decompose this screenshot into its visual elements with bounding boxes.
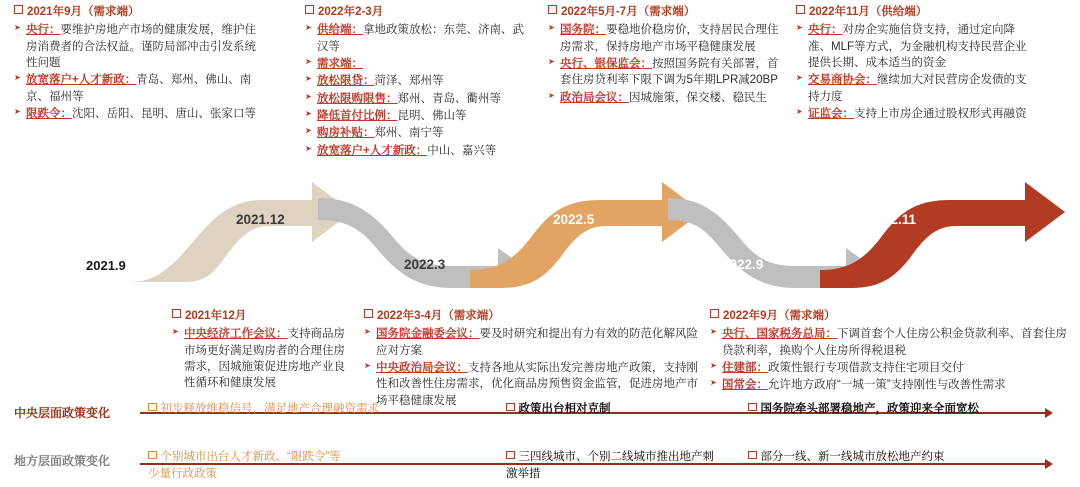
- square-bullet-icon: [148, 403, 157, 412]
- list-item: ➤ 限跌令：沈阳、岳阳、昆明、唐山、张家口等: [14, 106, 262, 122]
- local-item-3: 部分一线、新一线城市放松地产约束: [748, 449, 998, 466]
- top-note-column-2: [305, 4, 533, 160]
- square-bullet-icon: [548, 5, 557, 14]
- ribbon-label-2022-09: 2022.9: [722, 257, 764, 272]
- list-item: ➤ 中央经济工作会议：支持商品房市场更好满足购房者的合理住房需求，因城施策促进房地产业良性循环和健康发展: [172, 326, 352, 391]
- row-label-local: 地方层面政策变化: [14, 454, 111, 468]
- list-item: ➤ 需求端：: [305, 56, 533, 72]
- list-item: ➤ 放宽落户+人才新政：中山、嘉兴等: [305, 143, 533, 159]
- top-note-list-2: [305, 22, 533, 159]
- top-note-list-3: [548, 22, 781, 106]
- list-item: ➤ 央行：要维护房地产市场的健康发展，维护住房消费者的合法权益。谨防局部冲击引发系统性问题: [14, 22, 262, 71]
- bottom-note-column-1: [172, 308, 352, 393]
- square-bullet-icon: [506, 403, 515, 412]
- ribbon-label-2022-03: 2022.3: [404, 257, 446, 272]
- square-bullet-icon: [796, 5, 805, 14]
- top-note-column-1: [14, 4, 262, 123]
- ribbon-segment-3: [470, 182, 702, 288]
- list-item: ➤ 交易商协会：继续加大对民营房企发债的支持力度: [796, 72, 1036, 105]
- list-item: ➤ 供给端：拿地政策放松：东莞、济南、武汉等: [305, 22, 533, 55]
- local-item-2: 三四线城市、个别二线城市推出地产刺激举措: [506, 451, 714, 480]
- central-item-2: 政策出台相对克制: [506, 400, 611, 416]
- bottom-note-title-3: 2022年9月（需求端）: [710, 308, 1072, 324]
- list-item: ➤ 购房补贴：郑州、南宁等: [305, 125, 533, 141]
- list-item: ➤ 住建部：政策性银行专项借款支持住宅项目交付: [710, 360, 1072, 376]
- top-note-column-3: [548, 4, 781, 107]
- ribbon-label-2022-11: 2022.11: [868, 212, 917, 227]
- top-note-title-1: 2021年9月（需求端）: [14, 4, 262, 20]
- row-arrow-head-local: [1045, 459, 1053, 469]
- square-bullet-icon: [172, 309, 181, 318]
- top-note-list-1: [14, 22, 262, 122]
- bottom-note-column-2: [364, 308, 702, 410]
- square-bullet-icon: [364, 309, 373, 318]
- list-item: ➤ 国务院：要稳地价稳房价，支持居民合理住房需求，保持房地产市场平稳健康发展: [548, 22, 781, 55]
- ribbon-segment-5: [820, 182, 1065, 288]
- central-item-3: 国务院牵头部署稳地产，政策迎来全面宽松: [748, 400, 979, 416]
- ribbon-label-2022-05: 2022.5: [553, 212, 595, 227]
- top-note-title-4: 2022年11月（供给端）: [796, 4, 1036, 20]
- list-item: ➤ 放松限购限售：郑州、青岛、衢州等: [305, 91, 533, 107]
- list-item: ➤ 国常会：允许地方政府“一城一策”支持刚性与改善性需求: [710, 377, 1072, 393]
- list-item: ➤ 央行：对房企实施信贷支持，通过定向降准、MLF等方式，为金融机构支持民营企业提供长期、成本适当的资金: [796, 22, 1036, 71]
- bottom-note-title-1: 2021年12月: [172, 308, 352, 324]
- ribbon-start-label: 2021.9: [86, 258, 126, 273]
- local-item-1: 个别城市出台人才新政、“限跌令”等少量行政政策: [148, 451, 341, 480]
- bottom-note-list-1: [172, 326, 352, 391]
- list-item: ➤ 放宽落户+人才新政：青岛、郑州、佛山、南京、福州等: [14, 72, 262, 105]
- list-item: ➤ 央行、银保监会：按照国务院有关部署，首套住房贷利率下限下调为5年期LPR减20BP: [548, 56, 781, 89]
- list-item: ➤ 证监会：支持上市房企通过股权形式再融资: [796, 106, 1036, 122]
- square-bullet-icon: [748, 451, 757, 460]
- square-bullet-icon: [148, 451, 157, 460]
- bottom-note-list-2: [364, 326, 702, 409]
- list-item: ➤ 央行、国家税务总局：下调首套个人住房公积金贷款利率、首套住房贷款利率，换购个人住房所得税退税: [710, 326, 1072, 359]
- top-note-column-4: [796, 4, 1036, 123]
- square-bullet-icon: [506, 451, 515, 460]
- list-item: ➤ 中央政治局会议：支持各地从实际出发完善房地产政策，支持刚性和改善性住房需求，优化商品房预售资金监管，促进房地产市场平稳健康发展: [364, 360, 702, 409]
- square-bullet-icon: [748, 403, 757, 412]
- ribbon-label-2021-12: 2021.12: [236, 212, 285, 227]
- square-bullet-icon: [14, 5, 23, 14]
- top-note-title-3: 2022年5月-7月（需求端）: [548, 4, 781, 20]
- list-item: ➤ 国务院金融委会议：要及时研究和提出有力有效的防范化解风险应对方案: [364, 326, 702, 359]
- central-item-1: 初步释放维稳信号，满足地产合理融资需求: [148, 400, 379, 416]
- square-bullet-icon: [710, 309, 719, 318]
- list-item: ➤ 降低首付比例：昆明、佛山等: [305, 108, 533, 124]
- row-arrow-head-central: [1045, 408, 1053, 418]
- top-note-title-2: 2022年2-3月: [305, 4, 533, 20]
- list-item: ➤ 政治局会议：因城施策，保交楼、稳民生: [548, 90, 781, 106]
- top-note-list-4: [796, 22, 1036, 122]
- square-bullet-icon: [305, 5, 314, 14]
- list-item: ➤ 放松限贷：菏泽、郑州等: [305, 73, 533, 89]
- timeline-ribbon: [0, 178, 1080, 288]
- bottom-note-column-3: [710, 308, 1072, 395]
- bottom-note-list-3: [710, 326, 1072, 393]
- row-label-central: 中央层面政策变化: [14, 406, 111, 420]
- bottom-note-title-2: 2022年3-4月（需求端）: [364, 308, 702, 324]
- ribbon-segment-1: [130, 182, 352, 282]
